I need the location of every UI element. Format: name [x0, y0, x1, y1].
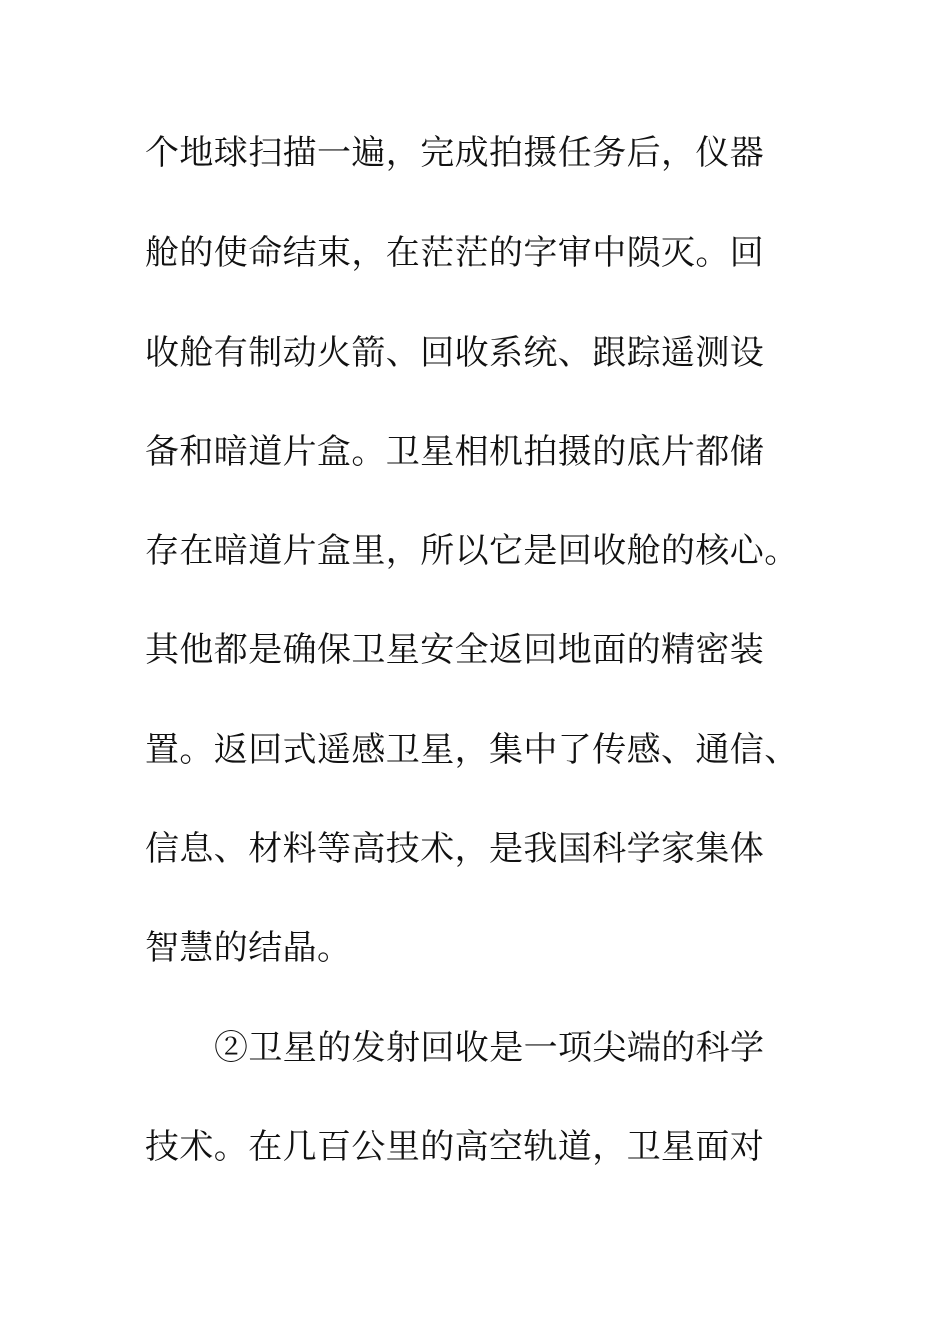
- text-line: 个地球扫描一遍，完成拍摄任务后，仪器: [145, 133, 765, 173]
- text-line: 置。返回式遥感卫星，集中了传感、通信、: [145, 730, 799, 770]
- text-line: 其他都是确保卫星安全返回地面的精密装: [145, 630, 765, 670]
- text-line: 技术。在几百公里的高空轨道，卫星面对: [145, 1127, 765, 1167]
- text-line: 信息、材料等高技术，是我国科学家集体: [145, 829, 765, 869]
- paragraph-start-line: ②卫星的发射回收是一项尖端的科学: [214, 1028, 765, 1068]
- text-line: 存在暗道片盒里，所以它是回收舱的核心。: [145, 531, 799, 571]
- text-line: 舱的使命结束，在茫茫的字审中陨灭。回: [145, 233, 765, 273]
- text-line: 智慧的结晶。: [145, 928, 352, 968]
- text-line: 备和暗道片盒。卫星相机拍摄的底片都储: [145, 432, 765, 472]
- text-line: 收舱有制动火箭、回收系统、跟踪遥测设: [145, 333, 765, 373]
